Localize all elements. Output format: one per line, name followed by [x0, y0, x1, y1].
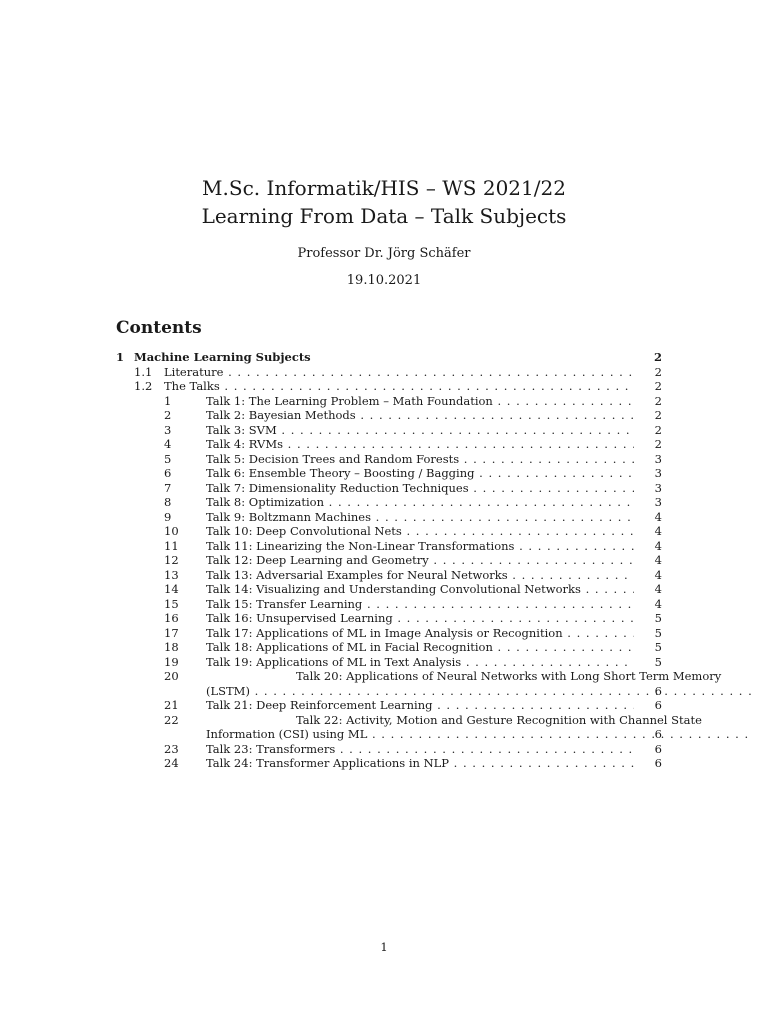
toc-talk-6[interactable] — [116, 466, 662, 481]
title-line-1: M.Sc. Informatik/HIS – WS 2021/22 — [202, 176, 566, 200]
toc-number: 8 — [164, 495, 172, 509]
toc-page: 4 — [654, 567, 662, 582]
toc-number: 12 — [164, 553, 179, 567]
toc-number: 16 — [164, 611, 179, 625]
toc-talk-11[interactable] — [116, 539, 662, 554]
toc-title: Talk 8: Optimization . . . — [206, 495, 634, 510]
toc-title-line-1: Talk 20: Applications of Neural Networks with Long Short Term Memory — [296, 669, 722, 683]
toc-title: Talk 11: Linearizing the Non-Linear Transformations . . . — [206, 539, 634, 554]
toc-number: 4 — [164, 437, 172, 451]
toc-talk-14[interactable] — [116, 582, 662, 597]
toc-number: 11 — [164, 538, 179, 553]
toc-talk-22[interactable] — [116, 712, 702, 742]
toc-page: 3 — [654, 480, 662, 495]
toc-number: 1.1 — [134, 364, 153, 379]
toc-subsection-1-2[interactable] — [116, 379, 662, 394]
contents-heading: Contents — [116, 318, 202, 338]
toc-title-line-1: Talk 22: Activity, Motion and Gesture Recognition with Channel State — [296, 712, 702, 727]
author: Professor Dr. Jörg Schäfer — [297, 246, 471, 261]
toc-page: 4 — [654, 524, 662, 538]
toc-talk-21[interactable] — [116, 698, 662, 713]
toc-title: Talk 2: Bayesian Methods . . . — [206, 408, 634, 423]
toc-number: 17 — [164, 625, 179, 640]
toc-page: 2 — [654, 437, 662, 451]
toc-subsection-1-1[interactable] — [116, 365, 662, 380]
toc-page: 4 — [654, 553, 662, 567]
toc-title: Talk 5: Decision Trees and Random Forests . . . — [206, 452, 634, 467]
toc-title: Talk 17: Applications of ML in Image Analysis or Recognition . . . — [206, 626, 634, 641]
toc-number: 1 — [116, 350, 125, 364]
toc-talk-17[interactable] — [116, 626, 662, 641]
toc-talk-9[interactable] — [116, 510, 662, 525]
toc-number: 23 — [164, 741, 179, 756]
toc-title: Talk 9: Boltzmann Machines . . . — [206, 510, 634, 525]
toc-number: 10 — [164, 524, 179, 538]
toc-number: 13 — [164, 567, 179, 582]
toc-talk-5[interactable] — [116, 452, 662, 467]
date: 19.10.2021 — [346, 273, 422, 288]
toc-page: 5 — [654, 654, 662, 669]
toc-page: 4 — [654, 538, 662, 553]
page-number: 1 — [380, 940, 388, 954]
toc-talk-10[interactable] — [116, 524, 662, 539]
toc-talk-1[interactable] — [116, 394, 662, 409]
toc-page: 4 — [654, 582, 662, 596]
toc-number: 14 — [164, 582, 179, 596]
toc-talk-20[interactable] — [116, 669, 722, 698]
toc-title: Machine Learning Subjects — [134, 350, 311, 364]
toc-page: 2 — [654, 364, 662, 379]
toc-title-line-2: (LSTM) . . . — [206, 684, 752, 699]
title-block — [0, 174, 768, 288]
toc-title: Talk 19: Applications of ML in Text Analysis . . . — [206, 655, 634, 670]
toc-talk-18[interactable] — [116, 640, 662, 655]
toc-talk-16[interactable] — [116, 611, 662, 626]
toc-talk-13[interactable] — [116, 568, 662, 583]
toc-number: 24 — [164, 756, 179, 770]
toc-talk-7[interactable] — [116, 481, 662, 496]
toc-title: Talk 15: Transfer Learning . . . — [206, 597, 634, 612]
toc-number: 22 — [164, 712, 179, 727]
toc-talk-2[interactable] — [116, 408, 662, 423]
toc-number: 6 — [164, 466, 172, 480]
toc-title: Talk 3: SVM . . . — [206, 423, 634, 438]
toc-title: Talk 16: Unsupervised Learning . . . — [206, 611, 634, 626]
toc-talk-19[interactable] — [116, 655, 662, 670]
toc-page: 3 — [654, 495, 662, 509]
toc-number: 15 — [164, 596, 179, 611]
toc-title: Talk 21: Deep Reinforcement Learning . . . — [206, 698, 634, 713]
toc-page: 3 — [654, 451, 662, 466]
toc-title: Talk 4: RVMs . . . — [206, 437, 634, 452]
toc-talk-12[interactable] — [116, 553, 662, 568]
toc-page: 2 — [654, 408, 662, 422]
title-line-2: Learning From Data – Talk Subjects — [201, 204, 567, 228]
toc-title: Talk 23: Transformers . . . — [206, 742, 634, 757]
toc-page: 5 — [654, 640, 662, 654]
toc-number: 7 — [164, 480, 172, 495]
toc-title: Talk 1: The Learning Problem – Math Foundation . . . — [206, 394, 634, 409]
toc-talk-4[interactable] — [116, 437, 662, 452]
toc-page: 2 — [654, 379, 662, 393]
toc-title: Talk 18: Applications of ML in Facial Recognition . . . — [206, 640, 634, 655]
toc-page: 6 — [654, 683, 662, 698]
toc-page: 6 — [654, 727, 662, 741]
toc-number: 1.2 — [134, 379, 153, 393]
toc-title: Talk 12: Deep Learning and Geometry . . . — [206, 553, 634, 568]
toc-number: 20 — [164, 669, 179, 683]
toc-page: 5 — [654, 625, 662, 640]
toc-page: 4 — [654, 596, 662, 611]
toc-title: Talk 14: Visualizing and Understanding Convolutional Networks . . . — [206, 582, 634, 597]
toc-talk-23[interactable] — [116, 742, 662, 757]
toc-talk-8[interactable] — [116, 495, 662, 510]
table-of-contents — [116, 350, 722, 771]
toc-page: 5 — [654, 611, 662, 625]
toc-talk-15[interactable] — [116, 597, 662, 612]
document-title — [0, 174, 768, 230]
toc-number: 1 — [164, 393, 172, 408]
toc-title: Talk 10: Deep Convolutional Nets . . . — [206, 524, 634, 539]
toc-page: 2 — [653, 350, 662, 364]
toc-number: 3 — [164, 422, 172, 437]
toc-number: 2 — [164, 408, 172, 422]
toc-title: The Talks . . . — [164, 379, 634, 394]
toc-page: 6 — [654, 756, 662, 770]
toc-section-1[interactable] — [116, 350, 662, 365]
toc-page: 4 — [654, 509, 662, 524]
toc-title: Literature . . . — [164, 365, 634, 380]
toc-continuation-row — [116, 684, 662, 699]
toc-title: Talk 24: Transformer Applications in NLP . . . — [206, 756, 634, 771]
toc-page: 2 — [654, 422, 662, 437]
toc-page: 6 — [654, 698, 662, 712]
toc-page: 2 — [654, 393, 662, 408]
toc-continuation-row — [116, 727, 662, 742]
toc-title: Talk 7: Dimensionality Reduction Techniques . . . — [206, 481, 634, 496]
toc-title-line-2: Information (CSI) using ML . . . — [206, 727, 752, 742]
toc-number: 19 — [164, 654, 179, 669]
toc-page: 6 — [654, 741, 662, 756]
toc-number: 5 — [164, 451, 172, 466]
toc-title: Talk 13: Adversarial Examples for Neural Networks . . . — [206, 568, 634, 583]
toc-title: Talk 6: Ensemble Theory – Boosting / Bagging . . . — [206, 466, 634, 481]
toc-talk-24[interactable] — [116, 756, 662, 771]
toc-number: 18 — [164, 640, 179, 654]
toc-page: 3 — [654, 466, 662, 480]
toc-number: 9 — [164, 509, 172, 524]
toc-number: 21 — [164, 698, 179, 712]
toc-talk-3[interactable] — [116, 423, 662, 438]
